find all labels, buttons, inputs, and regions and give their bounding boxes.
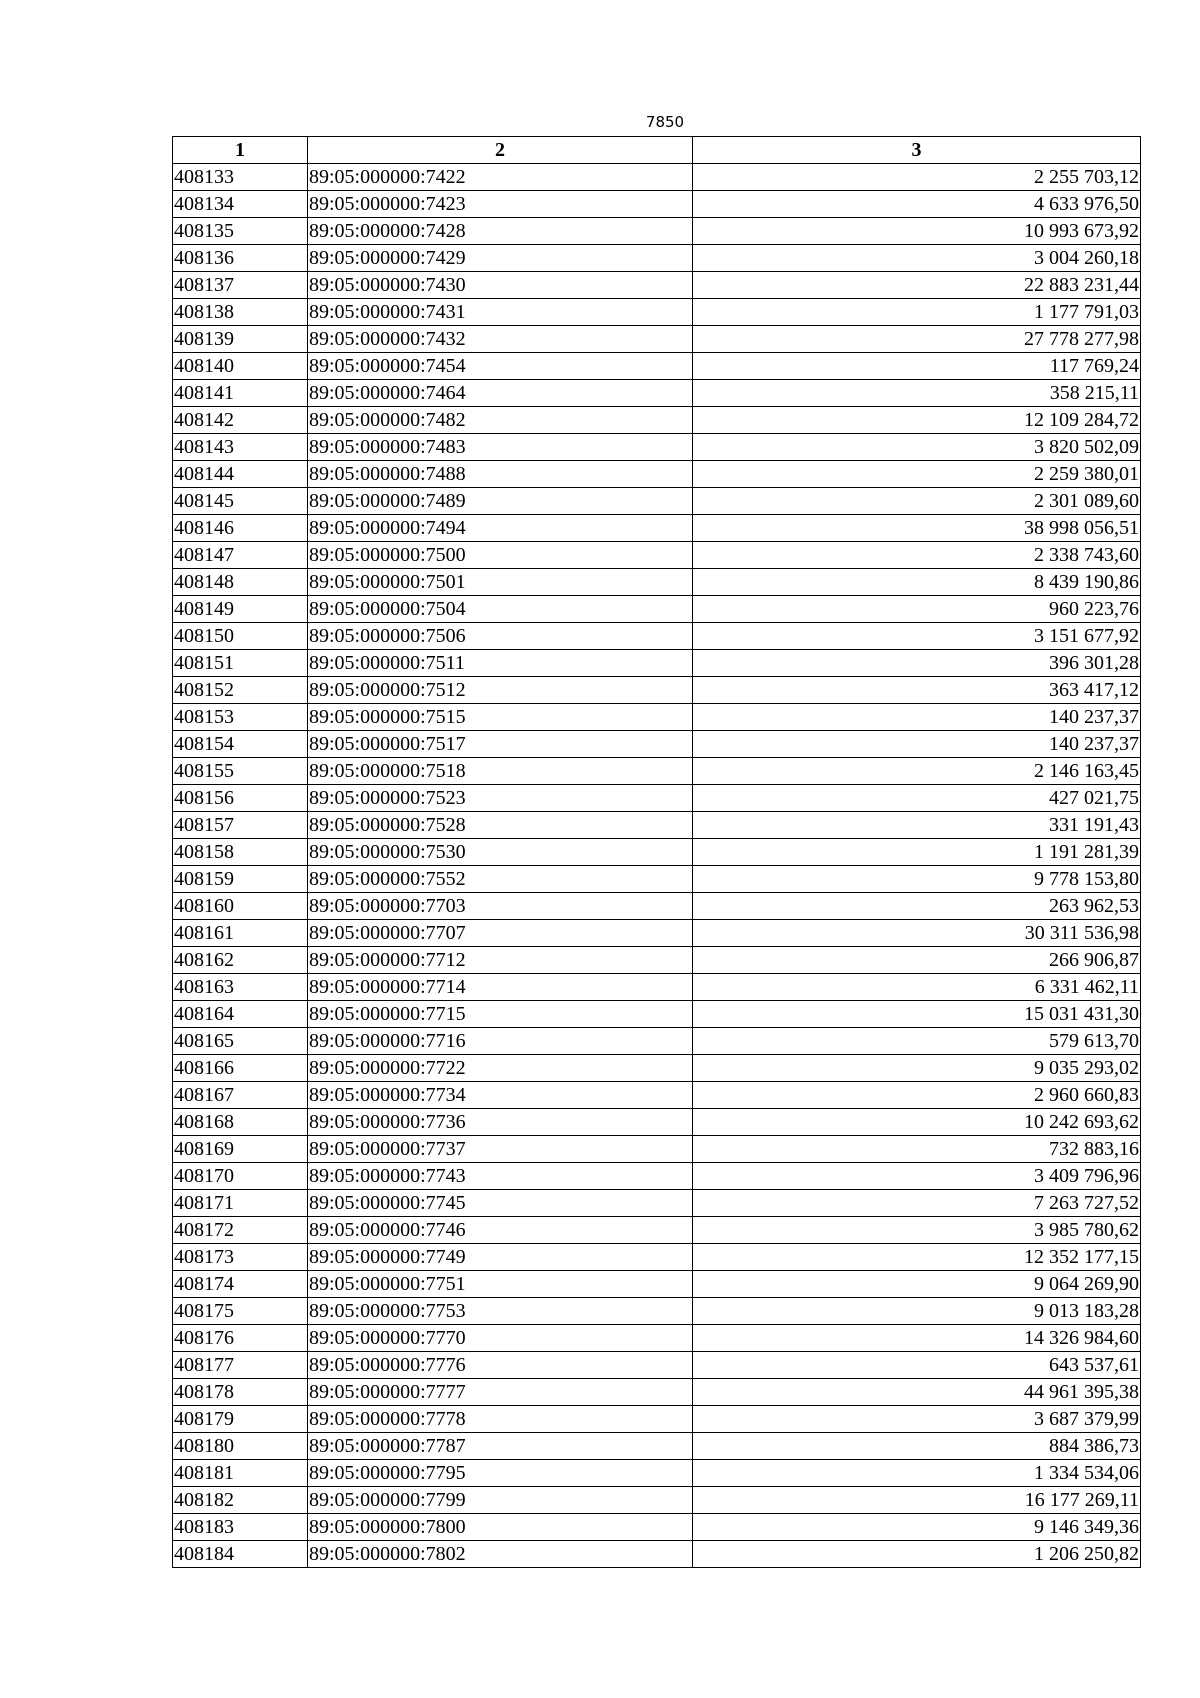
value-cell: 884 386,73 [693,1433,1141,1460]
value-cell: 2 301 089,60 [693,488,1141,515]
table-row [173,812,1141,839]
value-cell: 10 242 693,62 [693,1109,1141,1136]
row-number-cell: 408157 [173,812,308,839]
cadastral-number-cell: 89:05:000000:7714 [308,974,693,1001]
table-row [173,650,1141,677]
table-row [173,326,1141,353]
table-row [173,974,1141,1001]
row-number-cell: 408152 [173,677,308,704]
table-row [173,1163,1141,1190]
column-header-1: 1 [173,137,308,164]
row-number-cell: 408143 [173,434,308,461]
cadastral-number-cell: 89:05:000000:7423 [308,191,693,218]
row-number-cell: 408161 [173,920,308,947]
row-number-cell: 408134 [173,191,308,218]
cadastral-number-cell: 89:05:000000:7746 [308,1217,693,1244]
cadastral-number-cell: 89:05:000000:7488 [308,461,693,488]
value-cell: 30 311 536,98 [693,920,1141,947]
row-number-cell: 408173 [173,1244,308,1271]
cadastral-number-cell: 89:05:000000:7483 [308,434,693,461]
value-cell: 15 031 431,30 [693,1001,1141,1028]
value-cell: 3 151 677,92 [693,623,1141,650]
value-cell: 3 985 780,62 [693,1217,1141,1244]
cadastral-number-cell: 89:05:000000:7504 [308,596,693,623]
row-number-cell: 408138 [173,299,308,326]
table-row [173,1352,1141,1379]
row-number-cell: 408146 [173,515,308,542]
table-row [173,1379,1141,1406]
row-number-cell: 408156 [173,785,308,812]
row-number-cell: 408158 [173,839,308,866]
value-cell: 14 326 984,60 [693,1325,1141,1352]
cadastral-number-cell: 89:05:000000:7428 [308,218,693,245]
value-cell: 10 993 673,92 [693,218,1141,245]
cadastral-number-cell: 89:05:000000:7703 [308,893,693,920]
table-row [173,569,1141,596]
table-row [173,1109,1141,1136]
value-cell: 331 191,43 [693,812,1141,839]
column-header-2: 2 [308,137,693,164]
value-cell: 358 215,11 [693,380,1141,407]
row-number-cell: 408169 [173,1136,308,1163]
cadastral-number-cell: 89:05:000000:7489 [308,488,693,515]
table-row [173,1433,1141,1460]
value-cell: 3 687 379,99 [693,1406,1141,1433]
row-number-cell: 408177 [173,1352,308,1379]
cadastral-number-cell: 89:05:000000:7422 [308,164,693,191]
table-row [173,164,1141,191]
cadastral-number-cell: 89:05:000000:7770 [308,1325,693,1352]
value-cell: 1 177 791,03 [693,299,1141,326]
table-row [173,866,1141,893]
value-cell: 140 237,37 [693,704,1141,731]
table-row [173,1541,1141,1568]
cadastral-number-cell: 89:05:000000:7506 [308,623,693,650]
cadastral-number-cell: 89:05:000000:7778 [308,1406,693,1433]
value-cell: 9 035 293,02 [693,1055,1141,1082]
row-number-cell: 408160 [173,893,308,920]
row-number-cell: 408164 [173,1001,308,1028]
value-cell: 1 206 250,82 [693,1541,1141,1568]
cadastral-number-cell: 89:05:000000:7722 [308,1055,693,1082]
value-cell: 27 778 277,98 [693,326,1141,353]
row-number-cell: 408171 [173,1190,308,1217]
row-number-cell: 408140 [173,353,308,380]
table-row [173,461,1141,488]
cadastral-number-cell: 89:05:000000:7464 [308,380,693,407]
cadastral-number-cell: 89:05:000000:7737 [308,1136,693,1163]
table-row [173,947,1141,974]
table-row [173,299,1141,326]
row-number-cell: 408147 [173,542,308,569]
table-row [173,407,1141,434]
cadastral-number-cell: 89:05:000000:7736 [308,1109,693,1136]
value-cell: 732 883,16 [693,1136,1141,1163]
table-row [173,1001,1141,1028]
table-row [173,1244,1141,1271]
cadastral-number-cell: 89:05:000000:7749 [308,1244,693,1271]
table-row [173,596,1141,623]
cadastral-number-cell: 89:05:000000:7745 [308,1190,693,1217]
row-number-cell: 408163 [173,974,308,1001]
value-cell: 140 237,37 [693,731,1141,758]
table-row [173,1325,1141,1352]
cadastral-number-cell: 89:05:000000:7512 [308,677,693,704]
table-row [173,380,1141,407]
row-number-cell: 408149 [173,596,308,623]
table-row [173,677,1141,704]
cadastral-number-cell: 89:05:000000:7753 [308,1298,693,1325]
table-row [173,920,1141,947]
table-row [173,893,1141,920]
value-cell: 579 613,70 [693,1028,1141,1055]
table-row [173,758,1141,785]
table-row [173,515,1141,542]
value-cell: 117 769,24 [693,353,1141,380]
column-header-3: 3 [693,137,1141,164]
row-number-cell: 408162 [173,947,308,974]
table-row [173,1460,1141,1487]
cadastral-number-cell: 89:05:000000:7787 [308,1433,693,1460]
table-row [173,434,1141,461]
value-cell: 9 013 183,28 [693,1298,1141,1325]
page-number: 7850 [645,113,685,131]
table-row [173,785,1141,812]
value-cell: 16 177 269,11 [693,1487,1141,1514]
table-row [173,731,1141,758]
value-cell: 44 961 395,38 [693,1379,1141,1406]
row-number-cell: 408184 [173,1541,308,1568]
value-cell: 4 633 976,50 [693,191,1141,218]
table-row [173,1055,1141,1082]
table-body [173,164,1141,1568]
row-number-cell: 408144 [173,461,308,488]
cadastral-number-cell: 89:05:000000:7501 [308,569,693,596]
value-cell: 22 883 231,44 [693,272,1141,299]
cadastral-number-cell: 89:05:000000:7515 [308,704,693,731]
row-number-cell: 408182 [173,1487,308,1514]
cadastral-number-cell: 89:05:000000:7743 [308,1163,693,1190]
row-number-cell: 408136 [173,245,308,272]
table-row [173,1217,1141,1244]
table-row [173,542,1141,569]
value-cell: 643 537,61 [693,1352,1141,1379]
data-table [172,136,1141,1568]
cadastral-number-cell: 89:05:000000:7707 [308,920,693,947]
value-cell: 8 439 190,86 [693,569,1141,596]
row-number-cell: 408142 [173,407,308,434]
value-cell: 363 417,12 [693,677,1141,704]
cadastral-number-cell: 89:05:000000:7712 [308,947,693,974]
row-number-cell: 408180 [173,1433,308,1460]
row-number-cell: 408159 [173,866,308,893]
cadastral-number-cell: 89:05:000000:7454 [308,353,693,380]
table-row [173,1190,1141,1217]
row-number-cell: 408137 [173,272,308,299]
cadastral-number-cell: 89:05:000000:7530 [308,839,693,866]
table-row [173,1406,1141,1433]
value-cell: 427 021,75 [693,785,1141,812]
value-cell: 2 146 163,45 [693,758,1141,785]
table-row [173,1298,1141,1325]
table-row [173,1514,1141,1541]
value-cell: 263 962,53 [693,893,1141,920]
cadastral-number-cell: 89:05:000000:7716 [308,1028,693,1055]
table-header-row [173,137,1141,164]
row-number-cell: 408154 [173,731,308,758]
cadastral-number-cell: 89:05:000000:7715 [308,1001,693,1028]
value-cell: 38 998 056,51 [693,515,1141,542]
row-number-cell: 408148 [173,569,308,596]
value-cell: 1 191 281,39 [693,839,1141,866]
table-row [173,1136,1141,1163]
table-row [173,623,1141,650]
table-row [173,1082,1141,1109]
row-number-cell: 408151 [173,650,308,677]
row-number-cell: 408172 [173,1217,308,1244]
value-cell: 9 146 349,36 [693,1514,1141,1541]
cadastral-number-cell: 89:05:000000:7795 [308,1460,693,1487]
row-number-cell: 408174 [173,1271,308,1298]
cadastral-number-cell: 89:05:000000:7494 [308,515,693,542]
table-row [173,272,1141,299]
cadastral-number-cell: 89:05:000000:7431 [308,299,693,326]
value-cell: 2 259 380,01 [693,461,1141,488]
cadastral-number-cell: 89:05:000000:7430 [308,272,693,299]
table-row [173,353,1141,380]
cadastral-number-cell: 89:05:000000:7523 [308,785,693,812]
cadastral-number-cell: 89:05:000000:7800 [308,1514,693,1541]
cadastral-number-cell: 89:05:000000:7518 [308,758,693,785]
table-row [173,218,1141,245]
table-row [173,1028,1141,1055]
value-cell: 2 338 743,60 [693,542,1141,569]
table-row [173,245,1141,272]
row-number-cell: 408183 [173,1514,308,1541]
row-number-cell: 408175 [173,1298,308,1325]
cadastral-number-cell: 89:05:000000:7802 [308,1541,693,1568]
value-cell: 3 820 502,09 [693,434,1141,461]
row-number-cell: 408145 [173,488,308,515]
row-number-cell: 408135 [173,218,308,245]
value-cell: 396 301,28 [693,650,1141,677]
row-number-cell: 408133 [173,164,308,191]
value-cell: 9 064 269,90 [693,1271,1141,1298]
row-number-cell: 408155 [173,758,308,785]
cadastral-number-cell: 89:05:000000:7482 [308,407,693,434]
value-cell: 7 263 727,52 [693,1190,1141,1217]
value-cell: 2 255 703,12 [693,164,1141,191]
table-row [173,488,1141,515]
row-number-cell: 408178 [173,1379,308,1406]
cadastral-number-cell: 89:05:000000:7500 [308,542,693,569]
table-row [173,704,1141,731]
cadastral-number-cell: 89:05:000000:7776 [308,1352,693,1379]
cadastral-number-cell: 89:05:000000:7432 [308,326,693,353]
value-cell: 3 409 796,96 [693,1163,1141,1190]
cadastral-number-cell: 89:05:000000:7751 [308,1271,693,1298]
row-number-cell: 408179 [173,1406,308,1433]
row-number-cell: 408166 [173,1055,308,1082]
cadastral-number-cell: 89:05:000000:7552 [308,866,693,893]
value-cell: 3 004 260,18 [693,245,1141,272]
cadastral-number-cell: 89:05:000000:7799 [308,1487,693,1514]
value-cell: 266 906,87 [693,947,1141,974]
cadastral-number-cell: 89:05:000000:7528 [308,812,693,839]
row-number-cell: 408139 [173,326,308,353]
cadastral-number-cell: 89:05:000000:7517 [308,731,693,758]
value-cell: 2 960 660,83 [693,1082,1141,1109]
row-number-cell: 408176 [173,1325,308,1352]
row-number-cell: 408150 [173,623,308,650]
value-cell: 12 352 177,15 [693,1244,1141,1271]
row-number-cell: 408141 [173,380,308,407]
row-number-cell: 408170 [173,1163,308,1190]
row-number-cell: 408181 [173,1460,308,1487]
value-cell: 9 778 153,80 [693,866,1141,893]
value-cell: 960 223,76 [693,596,1141,623]
value-cell: 6 331 462,11 [693,974,1141,1001]
cadastral-number-cell: 89:05:000000:7429 [308,245,693,272]
table-row [173,1487,1141,1514]
table-row [173,1271,1141,1298]
cadastral-number-cell: 89:05:000000:7511 [308,650,693,677]
row-number-cell: 408153 [173,704,308,731]
value-cell: 1 334 534,06 [693,1460,1141,1487]
table-row [173,191,1141,218]
table-row [173,839,1141,866]
cadastral-number-cell: 89:05:000000:7734 [308,1082,693,1109]
row-number-cell: 408165 [173,1028,308,1055]
value-cell: 12 109 284,72 [693,407,1141,434]
cadastral-number-cell: 89:05:000000:7777 [308,1379,693,1406]
row-number-cell: 408167 [173,1082,308,1109]
row-number-cell: 408168 [173,1109,308,1136]
